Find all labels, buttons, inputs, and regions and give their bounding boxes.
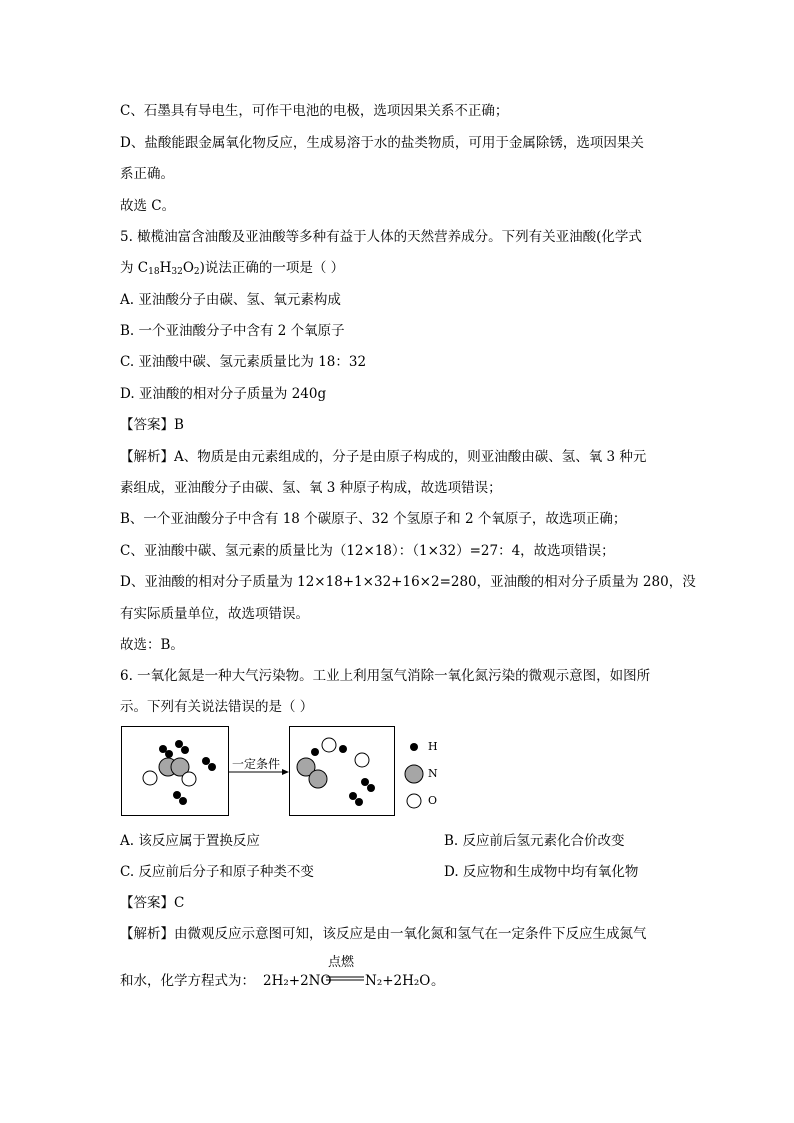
legend-n-label: N <box>428 767 438 780</box>
legend-h-label: H <box>428 740 438 753</box>
equation-end: 。 <box>431 973 445 989</box>
prev-option-d-analysis-line1: D、盐酸能跟金属氧化物反应，生成易溶于水的盐类物质，可用于金属除锈，选项因果关 <box>120 135 644 151</box>
q5-analysis-line5: D、亚油酸的相对分子质量为 12×18+1×32+16×2=280，亚油酸的相对分子质量为 280，没 <box>120 574 696 590</box>
q5-option-d: D. 亚油酸的相对分子质量为 240g <box>120 386 327 402</box>
q6-analysis-line2: 和水，化学方程式为： <box>120 973 255 989</box>
q5-analysis-line4: C、亚油酸中碳、氢元素的质量比为（12×18）：（1×32）=27：4，故选项错误； <box>120 543 615 559</box>
prev-option-c-analysis: C、石墨具有导电生，可作干电池的电极，选项因果关系不正确； <box>120 103 509 119</box>
q5-analysis-line3: B、一个亚油酸分子中含有 18 个碳原子、32 个氢原子和 2 个氧原子，故选项正确； <box>120 511 627 527</box>
q5-analysis-line2: 素组成，亚油酸分子由碳、氢、氧 3 种原子构成，故选项错误； <box>120 480 502 496</box>
q6-stem-line1: 6. 一氧化氮是一种大气污染物。工业上利用氢气消除一氧化氮污染的微观示意图，如图所 <box>120 668 651 684</box>
q5-stem-line1: 5. 橄榄油富含油酸及亚油酸等多种有益于人体的天然营养成分。下列有关亚油酸(化学式 <box>120 229 642 245</box>
equation-condition: 点燃 <box>328 955 355 970</box>
prev-conclusion: 故选 C。 <box>120 198 176 214</box>
q6-option-d: D. 反应物和生成物中均有氧化物 <box>444 864 639 880</box>
q5-analysis-line7: 故选：B。 <box>120 637 184 653</box>
arrow-condition-label: 一定条件 <box>232 757 281 771</box>
legend-o-label: O <box>428 794 438 807</box>
q6-option-c: C. 反应前后分子和原子种类不变 <box>120 864 314 880</box>
q5-analysis-line1: 【解析】A、物质是由元素组成的，分子是由原子构成的，则亚油酸由碳、氢、氧 3 种元 <box>120 449 647 465</box>
q5-option-c: C. 亚油酸中碳、氢元素质量比为 18：32 <box>120 354 367 370</box>
q5-answer: 【答案】B <box>120 417 184 433</box>
prev-option-d-analysis-line2: 系正确。 <box>120 166 174 182</box>
q5-analysis-line6: 有实际质量单位，故选项错误。 <box>120 606 309 622</box>
q6-option-b: B. 反应前后氢元素化合价改变 <box>444 833 625 849</box>
q6-analysis-line1: 【解析】由微观反应示意图可知，该反应是由一氧化氮和氢气在一定条件下反应生成氮气 <box>120 926 647 942</box>
q5-stem-line2: 为 $C_{18}H_{32}O_2$)说法正确的一项是（ ） <box>120 260 345 277</box>
equation-right: N₂+2H₂O <box>365 973 431 989</box>
q6-option-a: A. 该反应属于置换反应 <box>120 833 260 849</box>
q5-option-b: B. 一个亚油酸分子中含有 2 个氧原子 <box>120 323 345 339</box>
q6-answer: 【答案】C <box>120 895 185 911</box>
q6-stem-line2: 示。下列有关说法错误的是（ ） <box>120 699 314 715</box>
equation-left: 2H₂+2NO <box>263 973 332 989</box>
q5-option-a: A. 亚油酸分子由碳、氢、氧元素构成 <box>120 292 341 308</box>
